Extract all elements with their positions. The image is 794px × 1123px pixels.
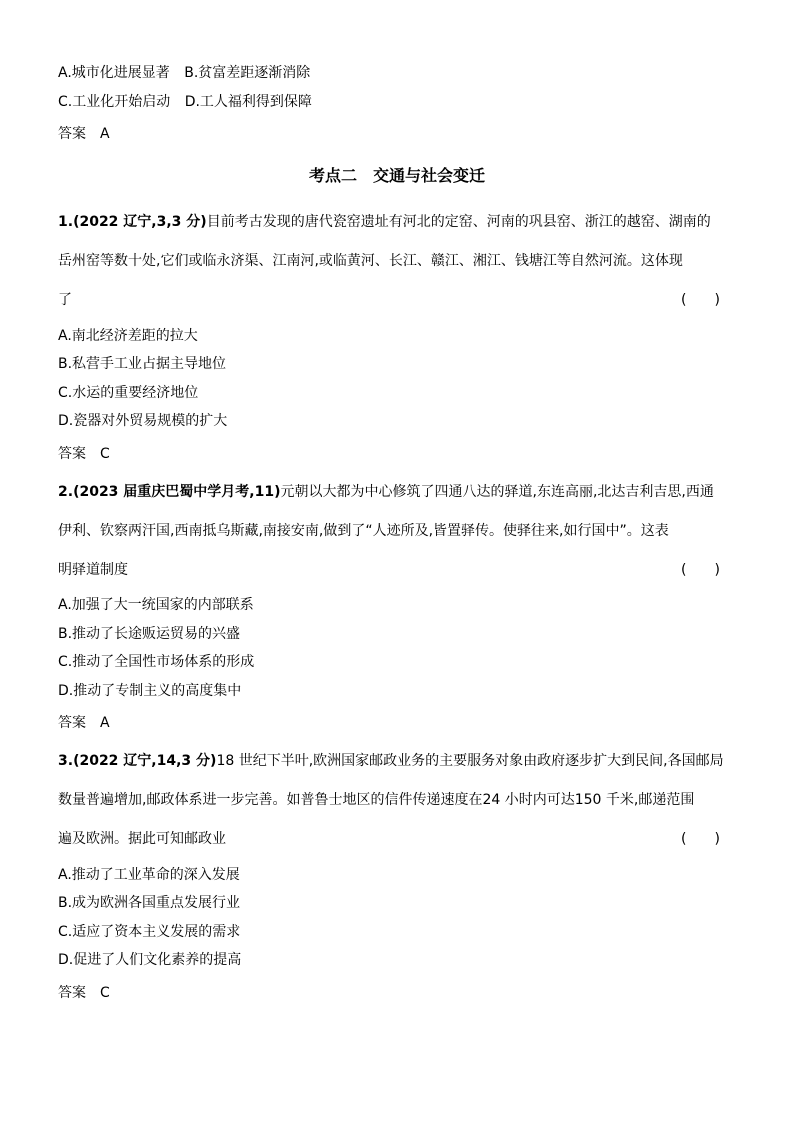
question-3-option-a: A.推动了工业革命的深入发展 bbox=[58, 867, 240, 883]
option-c: C.工业化开始启动 bbox=[58, 94, 171, 110]
question-1-option-a: A.南北经济差距的拉大 bbox=[58, 328, 198, 344]
question-2-line-2: 伊利、钦察两汗国,西南抵乌斯藏,南接安南,做到了“人迹所及,皆置驿传。使驿往来,如行国中”。这表 bbox=[58, 523, 669, 539]
question-2-option-c: C.推动了全国性市场体系的形成 bbox=[58, 654, 255, 670]
question-1-line-1 bbox=[58, 213, 711, 231]
question-2-option-a: A.加强了大一统国家的内部联系 bbox=[58, 597, 254, 613]
question-2-text-1: 元朝以大都为中心修筑了四通八达的驿道,东连高丽,北达吉利吉思,西通 bbox=[280, 484, 714, 500]
question-1-option-d: D.瓷器对外贸易规模的扩大 bbox=[58, 413, 228, 429]
question-1-answer-blank: ( ) bbox=[681, 292, 720, 308]
question-3-line-1 bbox=[58, 752, 724, 770]
question-2-option-b: B.推动了长途贩运贸易的兴盛 bbox=[58, 626, 241, 642]
answer-label: 答案 bbox=[58, 446, 86, 462]
question-3-option-b: B.成为欧洲各国重点发展行业 bbox=[58, 895, 241, 911]
section-title: 考点二 交通与社会变迁 bbox=[308, 166, 485, 185]
answer-label: 答案 bbox=[58, 126, 86, 142]
question-3-option-c: C.适应了资本主义发展的需求 bbox=[58, 924, 241, 940]
option-b: B.贫富差距逐渐消除 bbox=[184, 65, 311, 81]
question-3-answer-blank: ( ) bbox=[681, 831, 720, 847]
question-3-option-d: D.促进了人们文化素养的提高 bbox=[58, 952, 242, 968]
question-2-answer-blank: ( ) bbox=[681, 562, 720, 578]
question-3-line-3: 遍及欧洲。据此可知邮政业 bbox=[58, 831, 226, 847]
answer-label: 答案 bbox=[58, 985, 86, 1001]
answer-value: C bbox=[100, 446, 110, 462]
question-2-line-1 bbox=[58, 483, 714, 501]
option-row-cd bbox=[58, 93, 312, 111]
question-3-number: 3. bbox=[58, 753, 74, 769]
option-row-ab bbox=[58, 64, 310, 82]
question-3-line-2: 数量普遍增加,邮政体系进一步完善。如普鲁士地区的信件传递速度在24 小时内可达150 千米,邮递范围 bbox=[58, 792, 695, 808]
question-3-source: (2022 辽宁,14,3 分) bbox=[73, 753, 217, 769]
answer-line bbox=[58, 125, 110, 143]
question-2-option-d: D.推动了专制主义的高度集中 bbox=[58, 683, 242, 699]
question-2-line-3: 明驿道制度 bbox=[58, 562, 128, 578]
answer-value: C bbox=[100, 985, 110, 1001]
question-3-answer bbox=[58, 984, 110, 1002]
answer-value: A bbox=[100, 715, 110, 731]
question-1-number: 1. bbox=[58, 214, 74, 230]
option-d: D.工人福利得到保障 bbox=[184, 94, 312, 110]
question-2-answer bbox=[58, 714, 110, 732]
question-1-source: (2022 辽宁,3,3 分) bbox=[73, 214, 207, 230]
question-1-answer bbox=[58, 445, 110, 463]
question-2-number: 2. bbox=[58, 484, 74, 500]
answer-value: A bbox=[100, 126, 110, 142]
question-1-text-1: 目前考古发现的唐代瓷窑遗址有河北的定窑、河南的巩县窑、浙江的越窑、湖南的 bbox=[206, 214, 711, 230]
question-1-option-c: C.水运的重要经济地位 bbox=[58, 385, 199, 401]
option-a: A.城市化进展显著 bbox=[58, 65, 170, 81]
question-1-line-2: 岳州窑等数十处,它们或临永济渠、江南河,或临黄河、长江、赣江、湘江、钱塘江等自然河流。这体现 bbox=[58, 253, 683, 269]
question-2-source: (2023 届重庆巴蜀中学月考,11) bbox=[73, 484, 281, 500]
question-1-line-3: 了 bbox=[58, 292, 72, 308]
question-1-option-b: B.私营手工业占据主导地位 bbox=[58, 356, 227, 372]
answer-label: 答案 bbox=[58, 715, 86, 731]
question-3-text-1: 18 世纪下半叶,欧洲国家邮政业务的主要服务对象由政府逐步扩大到民间,各国邮局 bbox=[216, 753, 724, 769]
